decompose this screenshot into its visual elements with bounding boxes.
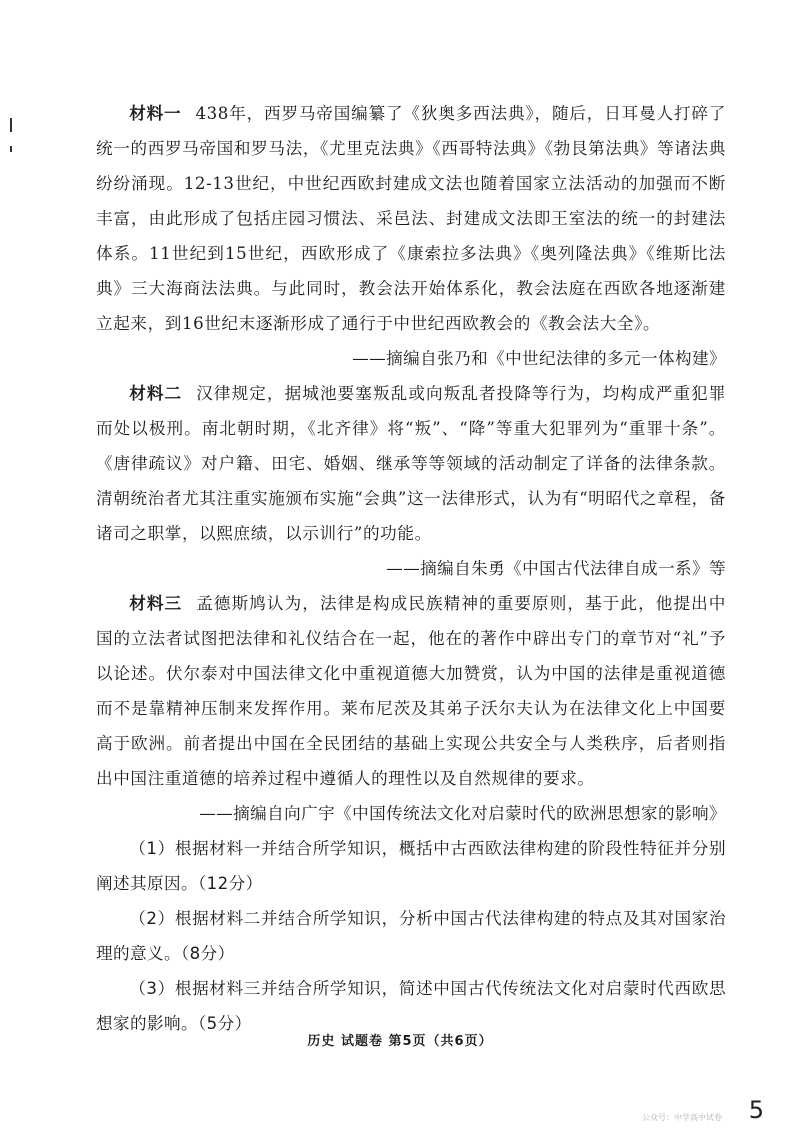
material-two-source: ——摘编自朱勇《中国古代法律自成一系》等 xyxy=(386,559,726,578)
material-two-text: 汉律规定，据城池要塞叛乱或向叛乱者投降等行为，均构成严重犯罪而处以极刑。南北朝时期，《北齐律》将“叛”、“降”等重大犯罪列为“重罪十条”。《唐律疏议》对户籍、田宅、婚姻、继承等等领域的活动制定了详备的法律条款。清朝统治者尤其注重实施颁布实施“会典”这一法律形式，认为有“明昭代之章程，备诸司之职掌，以熙庶绩，以示训行”的功能。 xyxy=(96,384,726,543)
material-three-text: 孟德斯鸠认为，法律是构成民族精神的重要原则，基于此，他提出中国的立法者试图把法律和礼仪结合在一起，他在的著作中辟出专门的章节对“礼”予以论述。伏尔泰对中国法律文化中重视道德大加赞赏，认为中国的法律是重视道德而不是靠精神压制来发挥作用。莱布尼茨及其弟子沃尔夫认为在法律文化上中国要高于欧洲。前者提出中国在全民团结的基础上实现公共安全与人类秩序，后者则指出中国注重道德的培养过程中遵循人的理性以及自然规律的要求。 xyxy=(96,594,726,788)
material-one-source: ——摘编自张乃和《中世纪法律的多元一体构建》 xyxy=(352,349,726,368)
material-three-label: 材料三 xyxy=(129,593,183,613)
exam-content xyxy=(96,96,726,1041)
material-one-text: 438年，西罗马帝国编纂了《狄奥多西法典》，随后，日耳曼人打碎了统一的西罗马帝国和罗马法，《尤里克法典》《西哥特法典》《勃艮第法典》等诸法典纷纷涌现。12-13世纪，中世纪西欧封建成文法也随着国家立法活动的加强而不断丰富，由此形成了包括庄园习惯法、采邑法、封建成文法即王室法的统一的封建法体系。11世纪到15世纪，西欧形成了《康索拉多法典》《奥列隆法典》《维斯比法典》三大海商法法典。与此同时，教会法开始体系化，教会法庭在西欧各地逐渐建立起来，到16世纪末逐渐形成了通行于中世纪西欧教会的《教会法大全》。 xyxy=(96,104,726,333)
binding-mark-bottom xyxy=(10,146,12,152)
material-two xyxy=(96,376,726,551)
material-three-source: ——摘编自向广宇《中国传统法文化对启蒙时代的欧洲思想家的影响》 xyxy=(199,804,726,823)
question-1: （1）根据材料一并结合所学知识，概括中古西欧法律构建的阶段性特征并分别阐述其原因。（12分） xyxy=(96,839,726,893)
material-one xyxy=(96,96,726,341)
corner-page-number: 5 xyxy=(748,1096,764,1124)
watermark-stamp: 公众号：中学高中试卷 xyxy=(642,1113,722,1122)
material-three xyxy=(96,586,726,796)
material-two-label: 材料二 xyxy=(129,383,183,403)
question-2: （2）根据材料二并结合所学知识，分析中国古代法律构建的特点及其对国家治理的意义。（8分） xyxy=(96,909,726,963)
material-one-label: 材料一 xyxy=(129,103,182,123)
page-footer: 历史 试题卷 第5页（共6页） xyxy=(307,1034,493,1049)
binding-mark-top xyxy=(10,118,12,132)
question-3: （3）根据材料三并结合所学知识，简述中国古代传统法文化对启蒙时代西欧思想家的影响。（5分） xyxy=(96,979,726,1033)
